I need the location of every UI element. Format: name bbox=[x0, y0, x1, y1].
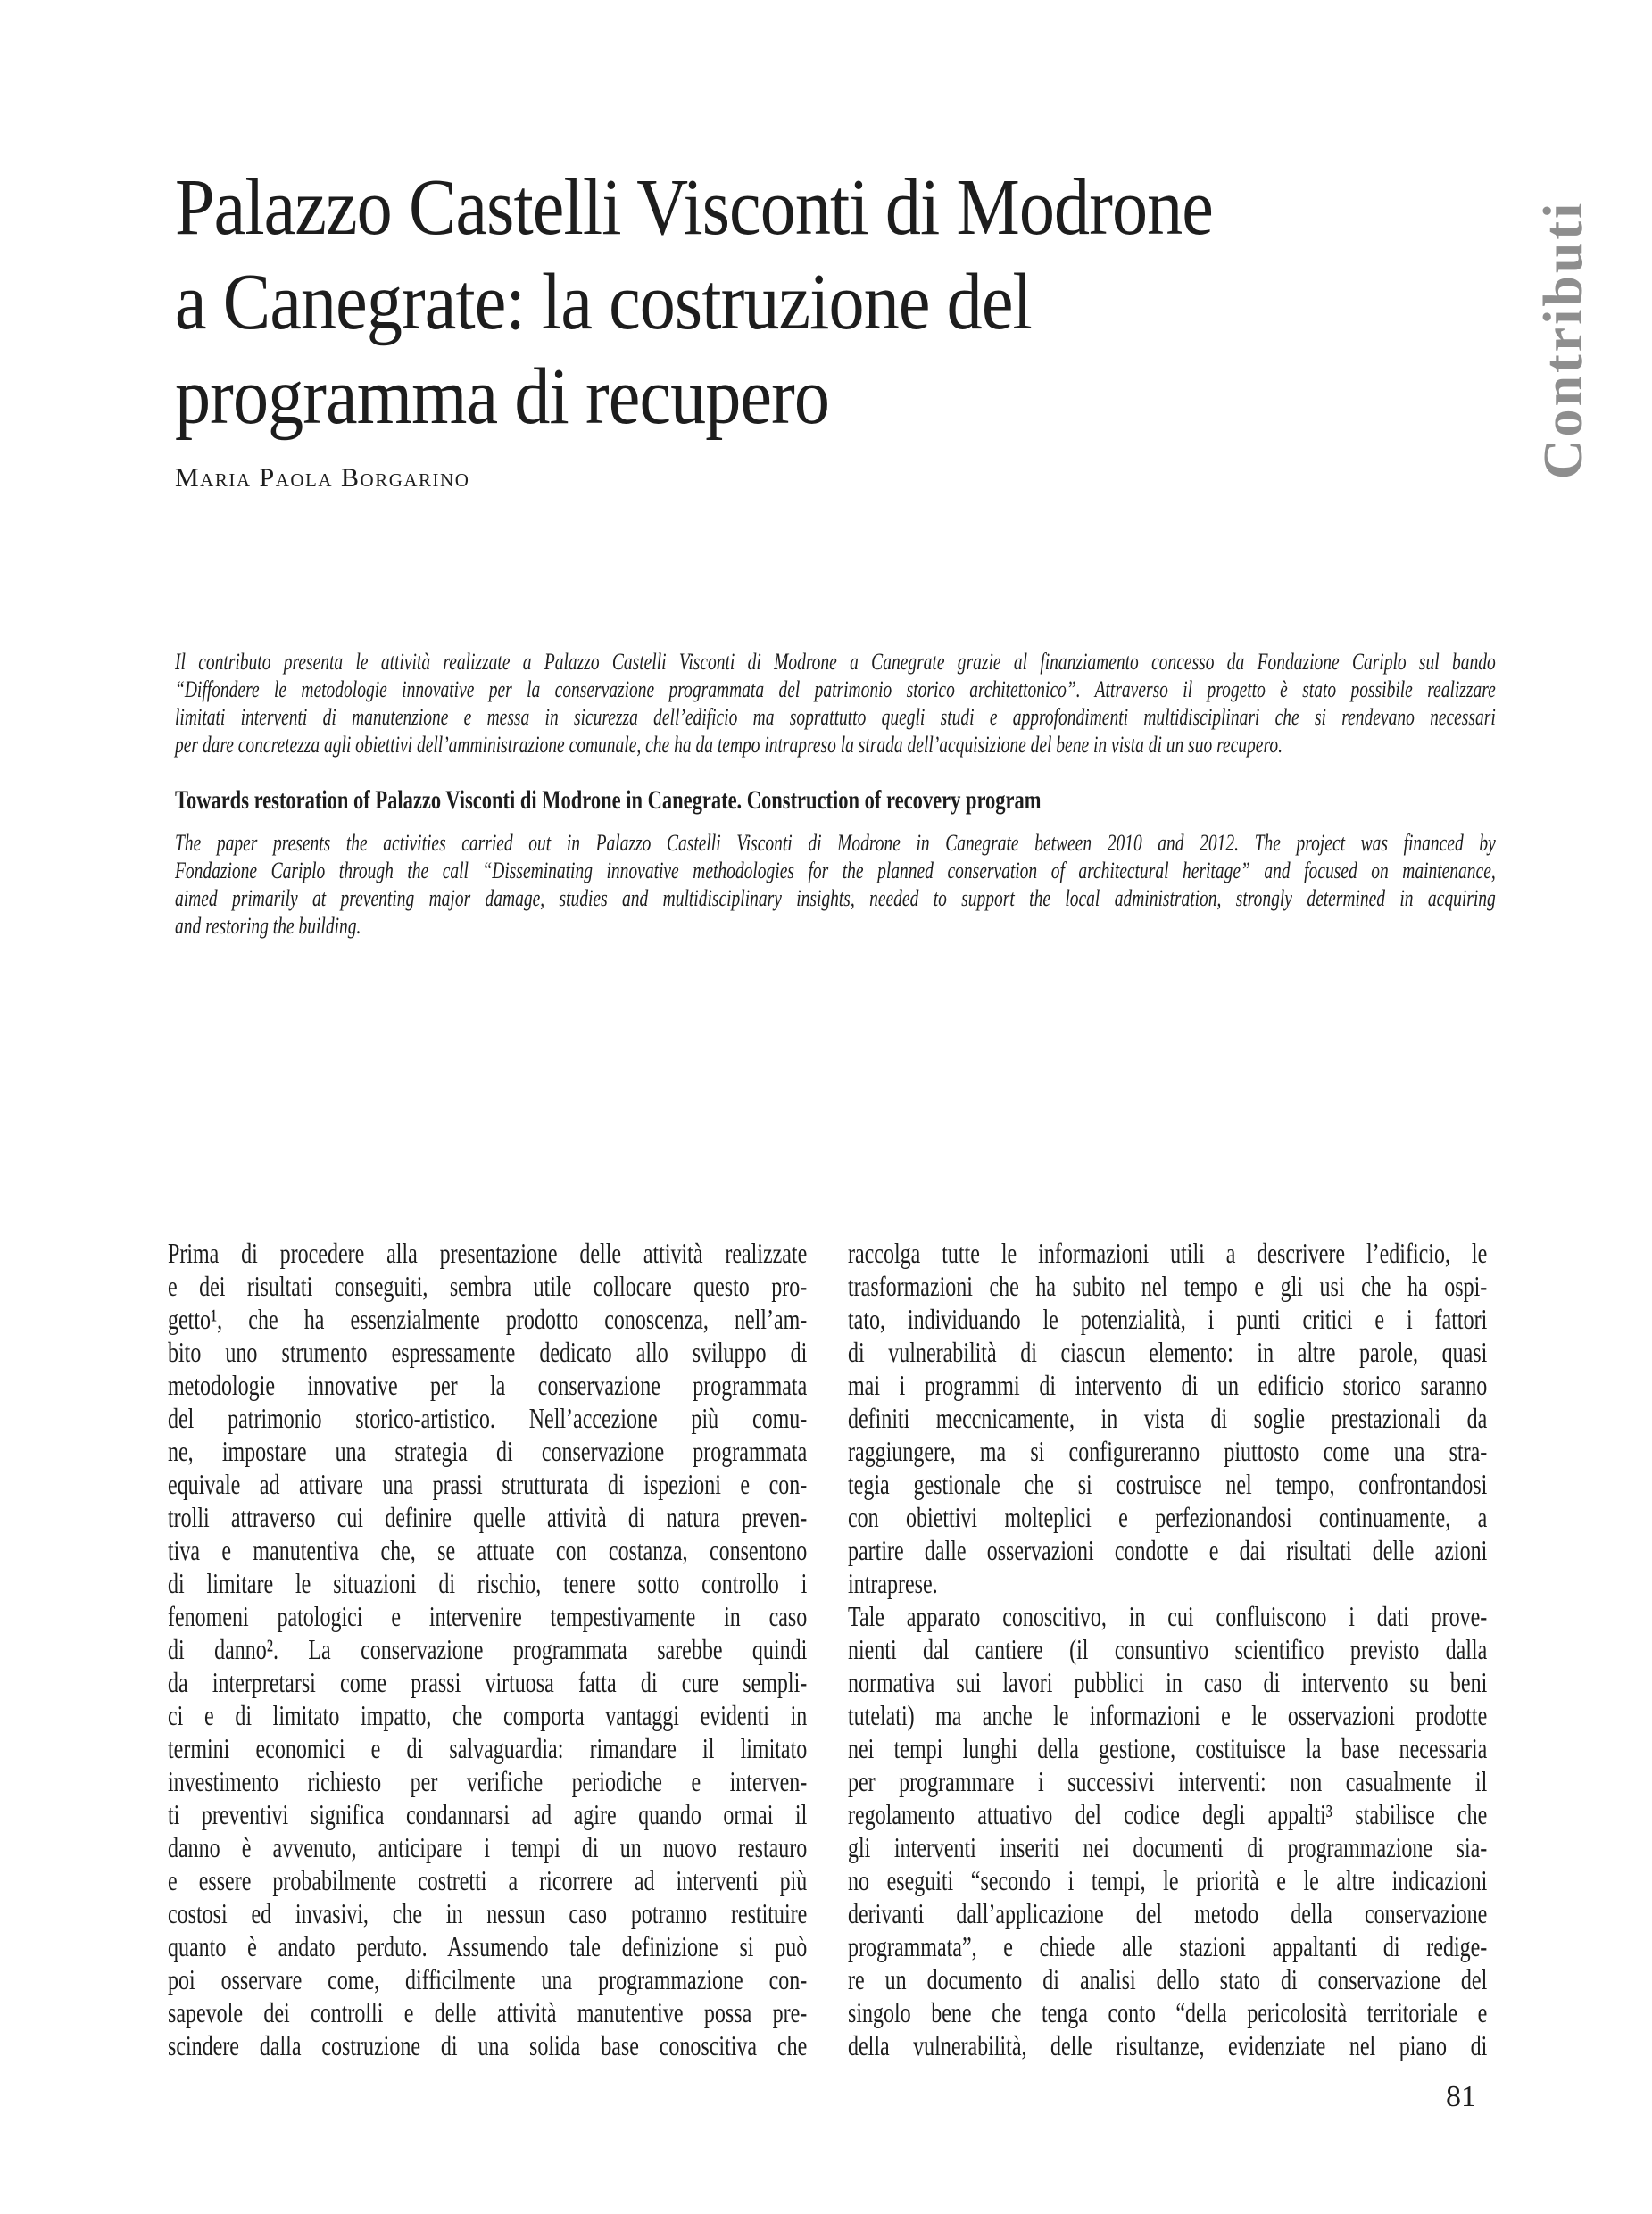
text-line: metodologie innovative per la conservazione programmata bbox=[168, 1369, 808, 1401]
paragraph bbox=[848, 1237, 1487, 1600]
text-line: Il contributo presenta le attività realizzate a Palazzo Castelli Visconti di Modrone a Canegrate grazie al finanziamento concesso da Fondazione Cariplo sul bando bbox=[175, 649, 1496, 675]
text-line: del patrimonio storico-artistico. Nell’accezione più comu- bbox=[168, 1402, 808, 1434]
text-line: a Canegrate: la costruzione del bbox=[175, 258, 1032, 346]
text-line: e essere probabilmente costretti a ricorrere ad interventi più bbox=[168, 1864, 808, 1896]
text-line: bito uno strumento espressamente dedicato allo sviluppo di bbox=[168, 1336, 808, 1368]
text-line: con obiettivi molteplici e perfezionandosi continuamente, a bbox=[848, 1501, 1488, 1533]
text-line: Prima di procedere alla presentazione delle attività realizzate bbox=[168, 1237, 808, 1269]
text-line: definiti meccnicamente, in vista di soglie prestazionali da bbox=[848, 1402, 1488, 1434]
text-line: Fondazione Cariplo through the call “Disseminating innovative methodologies for the planned conservation of architectural heritage” and focused on maintenance, bbox=[175, 858, 1496, 883]
text-line: da interpretarsi come prassi virtuosa fatta di cure sempli- bbox=[168, 1666, 808, 1698]
text-line: programma di recupero bbox=[175, 352, 830, 441]
paragraph bbox=[168, 1237, 807, 2062]
text-line: normativa sui lavori pubblici in caso di intervento su beni bbox=[848, 1666, 1488, 1698]
text-line: di danno². La conservazione programmata sarebbe quindi bbox=[168, 1633, 808, 1665]
text-line: e dei risultati conseguiti, sembra utile collocare questo pro- bbox=[168, 1270, 808, 1302]
text-line: derivanti dall’applicazione del metodo della conservazione bbox=[848, 1897, 1488, 1929]
abstract-italian bbox=[175, 648, 1496, 759]
text-line: The paper presents the activities carried out in Palazzo Castelli Visconti di Modrone in Canegrate between 2010 and 2012. The project was financed by bbox=[175, 830, 1496, 856]
text-line: limitati interventi di manutenzione e messa in sicurezza dell’edificio ma soprattutto quegli studi e approfondimenti multidisciplinari che si rendevano necessari bbox=[175, 704, 1496, 730]
text-line: tiva e manutentiva che, se attuate con costanza, consentono bbox=[168, 1534, 808, 1566]
text-line: tutelati) ma anche le informazioni e le osservazioni prodotte bbox=[848, 1699, 1488, 1731]
paragraph bbox=[848, 1600, 1487, 2062]
text-line: ti preventivi significa condannarsi ad agire quando ormai il bbox=[168, 1798, 808, 1830]
text-line: singolo bene che tenga conto “della pericolosità territoriale e bbox=[848, 1996, 1488, 2028]
text-line: getto¹, che ha essenzialmente prodotto conoscenza, nell’am- bbox=[168, 1303, 808, 1335]
text-line: costosi ed invasivi, che in nessun caso potranno restituire bbox=[168, 1897, 808, 1929]
text-line: per programmare i successivi interventi: non casualmente il bbox=[848, 1765, 1488, 1797]
text-line: equivale ad attivare una prassi strutturata di ispezioni e con- bbox=[168, 1468, 808, 1500]
text-line: “Diffondere le metodologie innovative per la conservazione programmata del patrimonio storico architettonico”. Attraverso il progetto è stato possibile realizzare bbox=[175, 676, 1496, 702]
text-line: programmata”, e chiede alle stazioni appaltanti di redige- bbox=[848, 1930, 1488, 1962]
english-section-heading: Towards restoration of Palazzo Visconti di Modrone in Canegrate. Construction of recovery program bbox=[175, 785, 1042, 815]
text-line: scindere dalla costruzione di una solida base conoscitiva che bbox=[168, 2029, 808, 2061]
text-line: gli interventi inseriti nei documenti di programmazione sia- bbox=[848, 1831, 1488, 1863]
text-line: della vulnerabilità, delle risultanze, evidenziate nel piano di bbox=[848, 2029, 1488, 2061]
text-line: nei tempi lunghi della gestione, costituisce la base necessaria bbox=[848, 1732, 1488, 1764]
body-column-right bbox=[848, 1237, 1487, 2062]
text-line: raccolga tutte le informazioni utili a descrivere l’edificio, le bbox=[848, 1237, 1488, 1269]
text-line: Tale apparato conoscitivo, in cui confluiscono i dati prove- bbox=[848, 1600, 1488, 1632]
text-line: termini economici e di salvaguardia: rimandare il limitato bbox=[168, 1732, 808, 1764]
text-line: and restoring the building. bbox=[175, 913, 361, 939]
text-line: investimento richiesto per verifiche periodiche e interven- bbox=[168, 1765, 808, 1797]
text-line: mai i programmi di intervento di un edificio storico saranno bbox=[848, 1369, 1488, 1401]
text-line: fenomeni patologici e intervenire tempestivamente in caso bbox=[168, 1600, 808, 1632]
text-line: no eseguiti “secondo i tempi, le priorità e le altre indicazioni bbox=[848, 1864, 1488, 1896]
text-line: intraprese. bbox=[848, 1567, 938, 1599]
text-line: raggiungere, ma si configureranno piuttosto come una stra- bbox=[848, 1435, 1488, 1467]
text-line: regolamento attuativo del codice degli appalti³ stabilisce che bbox=[848, 1798, 1488, 1830]
text-line: trolli attraverso cui definire quelle attività di natura preven- bbox=[168, 1501, 808, 1533]
text-line: Palazzo Castelli Visconti di Modrone bbox=[175, 163, 1213, 252]
text-line: poi osservare come, difficilmente una programmazione con- bbox=[168, 1963, 808, 1995]
text-line: danno è avvenuto, anticipare i tempi di un nuovo restauro bbox=[168, 1831, 808, 1863]
text-line: di vulnerabilità di ciascun elemento: in altre parole, quasi bbox=[848, 1336, 1488, 1368]
text-line: quanto è andato perduto. Assumendo tale definizione si può bbox=[168, 1930, 808, 1962]
article-title bbox=[175, 161, 1213, 444]
text-line: di limitare le situazioni di rischio, tenere sotto controllo i bbox=[168, 1567, 808, 1599]
text-line: per dare concretezza agli obiettivi dell’amministrazione comunale, che ha da tempo intrapreso la strada dell’acquisizione del bene in vista di un suo recupero. bbox=[175, 732, 1283, 758]
text-line: tegia gestionale che si costruisce nel tempo, confrontandosi bbox=[848, 1468, 1488, 1500]
text-line: aimed primarily at preventing major damage, studies and multidisciplinary insights, needed to support the local administration, strongly determined in acquiring bbox=[175, 885, 1496, 911]
text-line: re un documento di analisi dello stato di conservazione del bbox=[848, 1963, 1488, 1995]
text-line: ne, impostare una strategia di conservazione programmata bbox=[168, 1435, 808, 1467]
text-line: partire dalle osservazioni condotte e dai risultati delle azioni bbox=[848, 1534, 1488, 1566]
text-line: trasformazioni che ha subito nel tempo e gli usi che ha ospi- bbox=[848, 1270, 1488, 1302]
abstract-english bbox=[175, 829, 1496, 940]
page-number: 81 bbox=[1446, 2080, 1476, 2113]
text-line: tato, individuando le potenzialità, i punti critici e i fattori bbox=[848, 1303, 1488, 1335]
journal-section-side-label: Contributi bbox=[1533, 200, 1594, 480]
author-name: Maria Paola Borgarino bbox=[175, 463, 470, 493]
text-line: nienti dal cantiere (il consuntivo scientifico previsto dalla bbox=[848, 1633, 1488, 1665]
body-column-left bbox=[168, 1237, 807, 2062]
text-line: sapevole dei controlli e delle attività manutentive possa pre- bbox=[168, 1996, 808, 2028]
text-line: ci e di limitato impatto, che comporta vantaggi evidenti in bbox=[168, 1699, 808, 1731]
